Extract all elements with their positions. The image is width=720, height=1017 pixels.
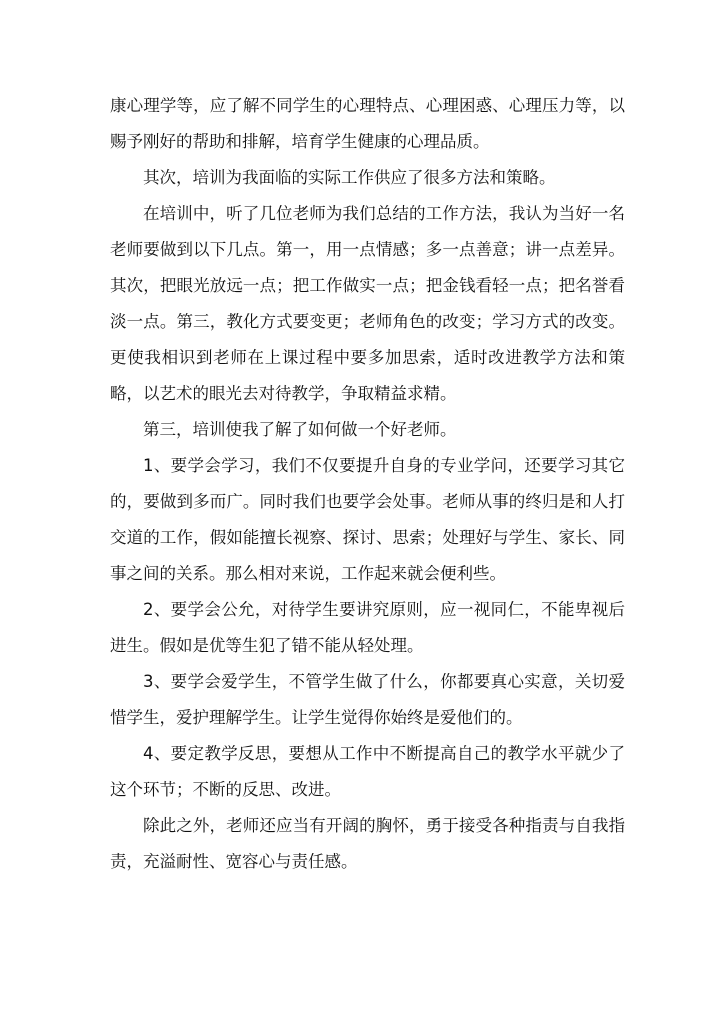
paragraph: 在培训中，听了几位老师为我们总结的工作方法，我认为当好一名老师要做到以下几点。第一，用一点情感；多一点善意；讲一点差异。其次，把眼光放远一点；把工作做实一点；把金钱看轻一点；把名誉看淡一点。第三，教化方式要变更；老师角色的改变；学习方式的改变。更使我相识到老师在上课过程中要多加思索，适时改进教学方法和策略，以艺术的眼光去对待教学，争取精益求精。 [110,204,625,403]
paragraph: 3、要学会爱学生，不管学生做了什么，你都要真心实意，关切爱惜学生，爱护理解学生。让学生觉得你始终是爱他们的。 [110,672,625,727]
paragraph: 4、要定教学反思，要想从工作中不断提高自己的教学水平就少了这个环节；不断的反思、改进。 [110,744,625,799]
paragraph: 1、要学会学习，我们不仅要提升自身的专业学问，还要学习其它的，要做到多而广。同时我们也要学会处事。老师从事的终归是和人打交道的工作，假如能擅长视察、探讨、思索；处理好与学生、家长、同事之间的关系。那么相对来说，工作起来就会便利些。 [110,456,625,583]
document-body [110,88,625,880]
paragraph: 第三，培训使我了解了如何做一个好老师。 [143,420,457,439]
paragraph: 2、要学会公允，对待学生要讲究原则，应一视同仁，不能卑视后进生。假如是优等生犯了错不能从轻处理。 [110,600,625,655]
paragraph: 除此之外，老师还应当有开阔的胸怀，勇于接受各种指责与自我指责，充溢耐性、宽容心与责任感。 [110,816,625,871]
paragraph: 其次，培训为我面临的实际工作供应了很多方法和策略。 [143,168,556,187]
paragraph-continuation: 康心理学等，应了解不同学生的心理特点、心理困惑、心理压力等，以赐予刚好的帮助和排解，培育学生健康的心理品质。 [110,96,625,151]
